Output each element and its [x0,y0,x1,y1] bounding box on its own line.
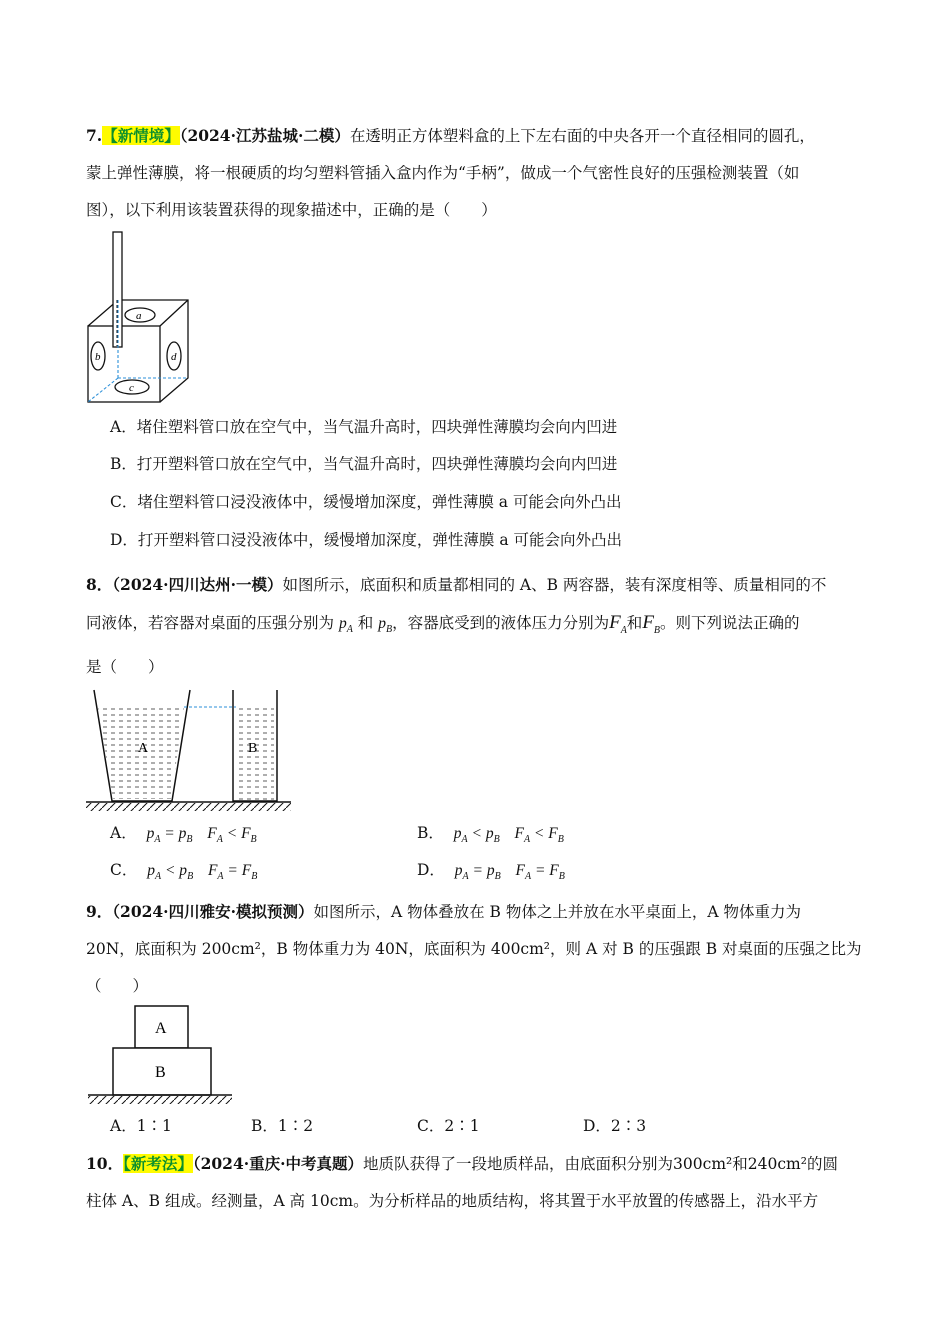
text-segment: 300cm² [673,1155,733,1173]
cube-front-face [88,326,160,402]
q9-blocks-figure [86,1004,234,1106]
option-letter: B． [417,824,444,842]
question-tag: 【新考法】 [123,1154,193,1173]
question-9 [86,893,866,1005]
symbol-FA: $F_A$ [609,612,627,636]
option-force: $F_A = F_B$ [207,862,258,883]
question-7-line-3: 图），以下利用该装置获得的现象描述中，正确的是（ ） [86,201,497,219]
option-pressure: $p_A < p_B$ [147,862,194,883]
text-segment: 地质队获得了一段地质样品，由底面积分别为 [363,1155,674,1173]
question-8-line-3: 是（ ） [86,657,164,676]
question-10-line-1 [86,1145,866,1183]
question-8-line-1 [86,566,866,604]
symbol-pA: $p_A$ [338,615,353,636]
text-segment: ，容器底受到的液体压力分别为 [392,614,610,632]
question-10-line-2: 柱体 A、B 组成。经测量，A 高 10cm。为分析样品的地质结构，将其置于水平放置的传感器上，沿水平方 [86,1192,819,1210]
q7-cube-figure [84,228,196,408]
text-segment: 。则下列说法正确的 [660,614,800,632]
question-8-line-2 [86,604,866,649]
label-b: b [95,351,101,363]
text-segment: 的圆 [806,1155,838,1173]
question-number: 8． [86,575,113,594]
question-9-line-1 [86,893,866,931]
label-block-a: A [155,1020,167,1037]
q8-option-b[interactable] [417,822,564,851]
question-source: （2024·江苏盐城·二模） [179,126,350,145]
q7-option-d[interactable]: D．打开塑料管口浸没液体中，缓慢增加深度，弹性薄膜 a 可能会向外凸出 [110,531,623,549]
option-pressure: $p_A = p_B$ [454,862,501,883]
question-source: （2024·四川雅安·模拟预测） [112,902,314,921]
question-text: 如图所示，A 物体叠放在 B 物体之上并放在水平桌面上，A 物体重力为 [313,903,801,921]
question-10 [86,1145,866,1220]
question-number: 9． [86,902,113,921]
table-hatch [86,803,291,811]
question-number: 10． [86,1154,124,1173]
question-tag: 【新情境】 [102,126,180,145]
question-7-line-1 [86,117,866,155]
option-letter: A． [110,824,137,842]
option-force: $F_A < F_B$ [514,825,564,846]
question-text: 在透明正方体塑料盒的上下左右面的中央各开一个直径相同的圆孔， [349,127,815,145]
q7-option-c[interactable]: C．堵住塑料管口浸没液体中，缓慢增加深度，弹性薄膜 a 可能会向外凸出 [110,493,622,511]
label-c: c [129,382,134,394]
q8-containers-figure [86,688,296,812]
q9-option-a[interactable]: A．1∶1 [110,1117,172,1135]
q8-option-d[interactable] [417,859,565,888]
text-segment: 和 [732,1155,748,1173]
q9-option-b[interactable]: B．1∶2 [251,1117,314,1135]
question-number: 7. [86,126,103,145]
q8-option-c[interactable] [110,859,257,888]
text-segment: 同液体，若容器对桌面的压强分别为 [86,614,335,632]
text-segment: 和 [357,614,374,632]
question-9-line-2: 20N，底面积为 200cm²，B 物体重力为 40N，底面积为 400cm²，则 A 对 B 的压强跟 B 对桌面的压强之比为 [86,940,862,958]
plastic-tube [113,232,122,347]
q9-option-d[interactable]: D．2∶3 [583,1117,647,1135]
label-d: d [171,351,177,363]
option-pressure: $p_A = p_B$ [146,825,193,846]
option-force: $F_A < F_B$ [207,825,257,846]
question-8 [86,566,866,686]
q8-option-a[interactable] [110,822,257,851]
option-letter: D． [417,861,445,879]
text-segment: 240cm² [747,1155,807,1173]
text-segment: 和 [626,614,643,632]
question-source: （2024·四川达州·一模） [112,575,283,594]
table-hatch [88,1096,232,1104]
label-a: a [136,310,142,322]
question-9-line-3: （ ） [86,977,149,995]
symbol-FB: $F_B$ [642,612,661,636]
option-force: $F_A = F_B$ [515,862,565,883]
option-letter: C． [110,861,138,879]
symbol-pB: $p_B$ [378,615,393,636]
q9-option-c[interactable]: C．2∶1 [417,1117,480,1135]
q7-option-a[interactable]: A．堵住塑料管口放在空气中，当气温升高时，四块弹性薄膜均会向内凹进 [110,418,618,436]
question-source: （2024·重庆·中考真题） [192,1154,364,1173]
option-pressure: $p_A < p_B$ [453,825,500,846]
q7-option-b[interactable]: B．打开塑料管口放在空气中，当气温升高时，四块弹性薄膜均会向内凹进 [110,455,618,473]
question-text: 如图所示，底面积和质量都相同的 A、B 两容器，装有深度相等、质量相同的不 [282,576,827,594]
question-7-line-2: 蒙上弹性薄膜，将一根硬质的均匀塑料管插入盒内作为“手柄”，做成一个气密性良好的压强检测装置（如 [86,164,800,182]
label-container-b: B [248,741,258,756]
question-7 [86,117,866,229]
label-container-a: A [138,741,149,756]
label-block-b: B [155,1064,166,1081]
